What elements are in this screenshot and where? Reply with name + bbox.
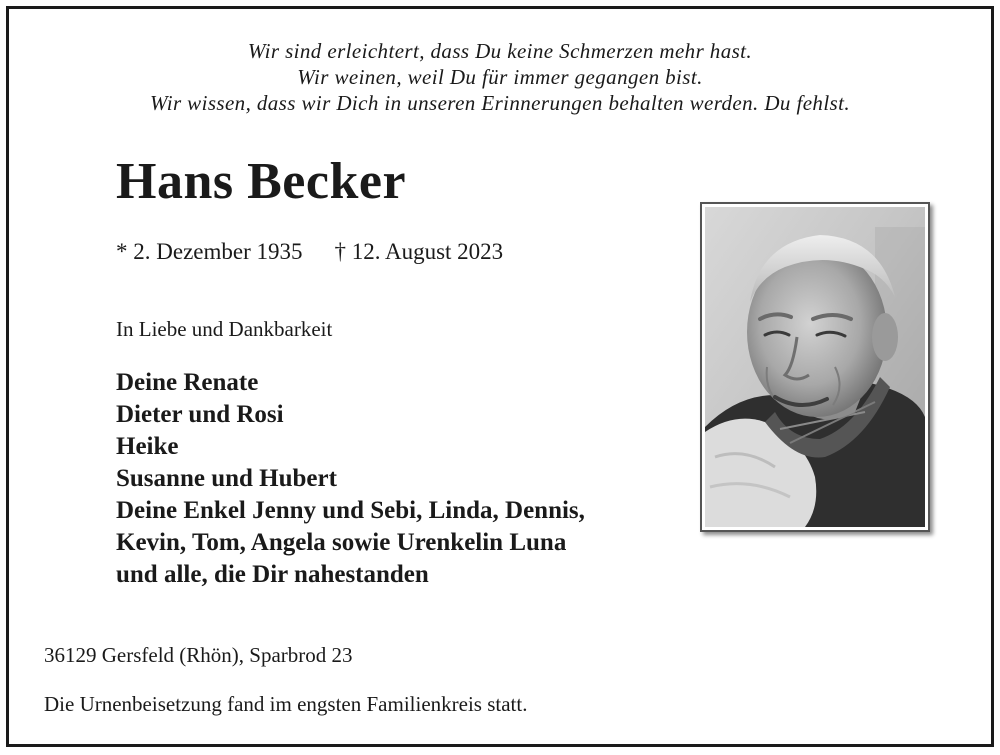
poem-line: Wir sind erleichtert, dass Du keine Schmerzen mehr hast. (247, 39, 753, 63)
mourner-line: Susanne und Hubert (116, 465, 337, 492)
deceased-name: Hans Becker (116, 153, 407, 210)
portrait-photo (705, 207, 925, 527)
address: 36129 Gersfeld (Rhön), Sparbrod 23 (44, 643, 353, 667)
burial-note: Die Urnenbeisetzung fand im engsten Familienkreis statt. (44, 692, 528, 716)
life-dates (116, 238, 503, 266)
mourner-line: Dieter und Rosi (116, 401, 284, 428)
poem (0, 38, 1000, 116)
intro-text: In Liebe und Dankbarkeit (116, 317, 333, 341)
birth-date: * 2. Dezember 1935 (116, 239, 303, 264)
mourner-line: Kevin, Tom, Angela sowie Urenkelin Luna (116, 529, 567, 556)
mourner-line: Deine Enkel Jenny und Sebi, Linda, Dennis, (116, 497, 585, 524)
poem-line: Wir weinen, weil Du für immer gegangen bist. (297, 65, 703, 89)
mourner-line: Deine Renate (116, 369, 259, 396)
mourner-line: und alle, die Dir nahestanden (116, 561, 429, 588)
death-date: † 12. August 2023 (334, 239, 504, 264)
portrait-photo-frame (700, 202, 930, 532)
poem-line: Wir wissen, dass wir Dich in unseren Erinnerungen behalten werden. Du fehlst. (149, 91, 851, 115)
mourners-list (116, 367, 585, 591)
mourner-line: Heike (116, 433, 179, 460)
